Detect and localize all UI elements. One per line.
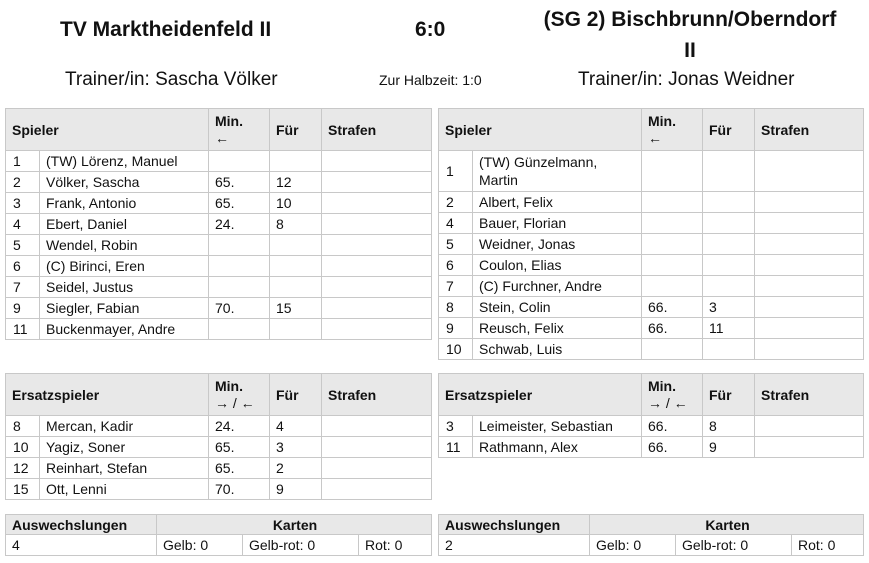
- player-minute: 65.: [209, 437, 270, 458]
- player-minute: [642, 192, 703, 213]
- player-minute: [209, 151, 270, 172]
- player-name: [473, 151, 642, 192]
- player-for: 3: [270, 437, 322, 458]
- col-min: [209, 374, 270, 416]
- player-penalties: [322, 277, 432, 298]
- away-coach: Trainer/in: Jonas Weidner: [578, 69, 795, 90]
- player-penalties: [322, 319, 432, 340]
- col-min: [209, 109, 270, 151]
- player-number: 2: [6, 172, 40, 193]
- player-name: Ebert, Daniel: [40, 214, 209, 235]
- col-min: [642, 109, 703, 151]
- player-name: Frank, Antonio: [40, 193, 209, 214]
- col-penalties: Strafen: [755, 109, 864, 151]
- table-row: [439, 213, 864, 234]
- player-minute: 66.: [642, 297, 703, 318]
- player-name: Reusch, Felix: [473, 318, 642, 339]
- yellow-red-cards: Gelb-rot: 0: [243, 535, 359, 556]
- player-minute: [209, 319, 270, 340]
- player-for: 8: [270, 214, 322, 235]
- player-penalties: [322, 298, 432, 319]
- away-lineup-header: [439, 109, 864, 151]
- player-minute: [642, 234, 703, 255]
- player-number: 5: [6, 235, 40, 256]
- player-number: 3: [6, 193, 40, 214]
- player-name: Völker, Sascha: [40, 172, 209, 193]
- player-penalties: [322, 235, 432, 256]
- player-penalties: [755, 318, 864, 339]
- player-penalties: [322, 458, 432, 479]
- player-name: Weidner, Jonas: [473, 234, 642, 255]
- yellow-red-cards: Gelb-rot: 0: [676, 535, 792, 556]
- home-summary-table: [5, 514, 432, 556]
- player-name: Ott, Lenni: [40, 479, 209, 500]
- yellow-cards: Gelb: 0: [590, 535, 676, 556]
- player-name: Seidel, Justus: [40, 277, 209, 298]
- player-name: Siegler, Fabian: [40, 298, 209, 319]
- table-row: [6, 235, 432, 256]
- player-for: [270, 256, 322, 277]
- table-row: [439, 437, 864, 458]
- away-team-name-line1: (SG 2) Bischbrunn/Oberndorf: [543, 8, 837, 31]
- arrow-left-icon: ←: [648, 129, 662, 146]
- player-minute: 24.: [209, 214, 270, 235]
- away-team-name: [520, 4, 860, 66]
- away-team-name-line2: II: [684, 39, 696, 62]
- away-summary-header: [439, 515, 864, 535]
- player-minute: 66.: [642, 416, 703, 437]
- player-for: 11: [703, 318, 755, 339]
- substitutions-count: 4: [6, 535, 157, 556]
- player-number: 10: [439, 339, 473, 360]
- table-row: [6, 479, 432, 500]
- player-penalties: [755, 234, 864, 255]
- table-row: [439, 535, 864, 556]
- player-name: Yagiz, Soner: [40, 437, 209, 458]
- player-number: 6: [439, 255, 473, 276]
- player-penalties: [755, 437, 864, 458]
- player-number: 15: [6, 479, 40, 500]
- player-for: [703, 234, 755, 255]
- player-number: 4: [439, 213, 473, 234]
- player-for: 3: [703, 297, 755, 318]
- player-minute: [642, 213, 703, 234]
- player-minute: [642, 339, 703, 360]
- player-for: 9: [703, 437, 755, 458]
- player-name: Wendel, Robin: [40, 235, 209, 256]
- player-number: 10: [6, 437, 40, 458]
- home-lineup-header: [6, 109, 432, 151]
- away-lineup-table: [438, 108, 864, 360]
- player-for: 10: [270, 193, 322, 214]
- player-for: 8: [703, 416, 755, 437]
- player-name: Schwab, Luis: [473, 339, 642, 360]
- col-substitutions: Auswechslungen: [439, 515, 590, 535]
- table-row: [439, 234, 864, 255]
- player-name-line2: Martin: [479, 172, 518, 188]
- player-for: [270, 319, 322, 340]
- player-penalties: [755, 339, 864, 360]
- arrows-in-out-icon: → / ←: [648, 394, 688, 411]
- player-number: 3: [439, 416, 473, 437]
- table-row: [6, 277, 432, 298]
- player-number: 7: [439, 276, 473, 297]
- away-subs-table: [438, 373, 864, 458]
- halftime-score: Zur Halbzeit: 1:0: [379, 72, 482, 88]
- table-row: [6, 193, 432, 214]
- player-minute: 70.: [209, 298, 270, 319]
- player-for: [703, 151, 755, 192]
- red-cards: Rot: 0: [792, 535, 864, 556]
- player-for: [703, 339, 755, 360]
- player-for: [703, 213, 755, 234]
- red-cards: Rot: 0: [359, 535, 432, 556]
- player-penalties: [322, 479, 432, 500]
- player-penalties: [755, 276, 864, 297]
- player-number: 8: [439, 297, 473, 318]
- player-number: 12: [6, 458, 40, 479]
- substitutions-count: 2: [439, 535, 590, 556]
- player-minute: [642, 255, 703, 276]
- player-number: 11: [439, 437, 473, 458]
- player-for: 12: [270, 172, 322, 193]
- player-minute: 70.: [209, 479, 270, 500]
- player-minute: [642, 276, 703, 297]
- player-minute: 66.: [642, 318, 703, 339]
- player-penalties: [322, 214, 432, 235]
- player-penalties: [755, 151, 864, 192]
- table-row: [439, 318, 864, 339]
- player-number: 1: [439, 151, 473, 192]
- col-min-label: Min.: [215, 377, 243, 394]
- col-for: Für: [703, 109, 755, 151]
- player-for: [270, 151, 322, 172]
- player-name: (C) Furchner, Andre: [473, 276, 642, 297]
- player-minute: 24.: [209, 416, 270, 437]
- player-number: 1: [6, 151, 40, 172]
- table-row: [6, 172, 432, 193]
- player-name: (C) Birinci, Eren: [40, 256, 209, 277]
- table-row: [6, 458, 432, 479]
- col-for: Für: [270, 109, 322, 151]
- yellow-cards: Gelb: 0: [157, 535, 243, 556]
- table-row: [439, 297, 864, 318]
- col-cards: Karten: [157, 515, 432, 535]
- home-subs-table: [5, 373, 432, 500]
- arrows-in-out-icon: → / ←: [215, 394, 255, 411]
- player-name: Rathmann, Alex: [473, 437, 642, 458]
- player-penalties: [322, 172, 432, 193]
- col-penalties: Strafen: [322, 109, 432, 151]
- final-score: 6:0: [415, 18, 446, 41]
- player-minute: [642, 151, 703, 192]
- col-player: Spieler: [439, 109, 642, 151]
- player-name: Coulon, Elias: [473, 255, 642, 276]
- player-number: 2: [439, 192, 473, 213]
- player-number: 9: [6, 298, 40, 319]
- player-number: 6: [6, 256, 40, 277]
- player-for: 4: [270, 416, 322, 437]
- home-team-name: TV Marktheidenfeld II: [60, 18, 272, 41]
- player-penalties: [322, 256, 432, 277]
- away-subs-header: [439, 374, 864, 416]
- col-for: Für: [703, 374, 755, 416]
- table-row: [6, 298, 432, 319]
- player-minute: 65.: [209, 193, 270, 214]
- col-substitutions: Auswechslungen: [6, 515, 157, 535]
- col-cards: Karten: [590, 515, 864, 535]
- player-minute: 65.: [209, 458, 270, 479]
- player-penalties: [322, 416, 432, 437]
- player-minute: 66.: [642, 437, 703, 458]
- player-penalties: [322, 437, 432, 458]
- player-number: 8: [6, 416, 40, 437]
- table-row: [6, 151, 432, 172]
- col-for: Für: [270, 374, 322, 416]
- player-penalties: [755, 416, 864, 437]
- table-row: [439, 151, 864, 192]
- player-minute: [209, 256, 270, 277]
- player-for: [703, 255, 755, 276]
- player-name: Mercan, Kadir: [40, 416, 209, 437]
- player-minute: [209, 235, 270, 256]
- table-row: [6, 256, 432, 277]
- home-lineup-table: [5, 108, 432, 340]
- col-penalties: Strafen: [322, 374, 432, 416]
- player-penalties: [755, 213, 864, 234]
- col-sub-player: Ersatzspieler: [439, 374, 642, 416]
- col-sub-player: Ersatzspieler: [6, 374, 209, 416]
- player-number: 11: [6, 319, 40, 340]
- table-row: [439, 339, 864, 360]
- table-row: [6, 416, 432, 437]
- player-penalties: [322, 193, 432, 214]
- player-minute: 65.: [209, 172, 270, 193]
- col-player: Spieler: [6, 109, 209, 151]
- table-row: [6, 319, 432, 340]
- away-summary-table: [438, 514, 864, 556]
- home-subs-header: [6, 374, 432, 416]
- col-penalties: Strafen: [755, 374, 864, 416]
- player-minute: [209, 277, 270, 298]
- player-name-line1: (TW) Günzelmann,: [479, 154, 598, 170]
- home-coach: Trainer/in: Sascha Völker: [65, 69, 278, 90]
- player-penalties: [755, 297, 864, 318]
- player-number: 7: [6, 277, 40, 298]
- col-min-label: Min.: [648, 112, 676, 129]
- player-name: Reinhart, Stefan: [40, 458, 209, 479]
- player-for: 9: [270, 479, 322, 500]
- col-min-label: Min.: [648, 377, 676, 394]
- player-penalties: [755, 192, 864, 213]
- player-name: Buckenmayer, Andre: [40, 319, 209, 340]
- table-row: [439, 416, 864, 437]
- player-number: 4: [6, 214, 40, 235]
- player-for: [270, 235, 322, 256]
- player-for: [703, 276, 755, 297]
- table-row: [439, 276, 864, 297]
- table-row: [439, 255, 864, 276]
- player-for: [703, 192, 755, 213]
- player-for: 15: [270, 298, 322, 319]
- col-min: [642, 374, 703, 416]
- player-name: Stein, Colin: [473, 297, 642, 318]
- player-number: 5: [439, 234, 473, 255]
- col-min-label: Min.: [215, 112, 243, 129]
- player-number: 9: [439, 318, 473, 339]
- table-row: [439, 192, 864, 213]
- player-name: (TW) Lörenz, Manuel: [40, 151, 209, 172]
- table-row: [6, 214, 432, 235]
- player-for: [270, 277, 322, 298]
- player-name: Bauer, Florian: [473, 213, 642, 234]
- player-name: Albert, Felix: [473, 192, 642, 213]
- table-row: [6, 437, 432, 458]
- player-name: Leimeister, Sebastian: [473, 416, 642, 437]
- player-penalties: [322, 151, 432, 172]
- player-penalties: [755, 255, 864, 276]
- table-row: [6, 535, 432, 556]
- player-for: 2: [270, 458, 322, 479]
- home-summary-header: [6, 515, 432, 535]
- arrow-left-icon: ←: [215, 129, 229, 146]
